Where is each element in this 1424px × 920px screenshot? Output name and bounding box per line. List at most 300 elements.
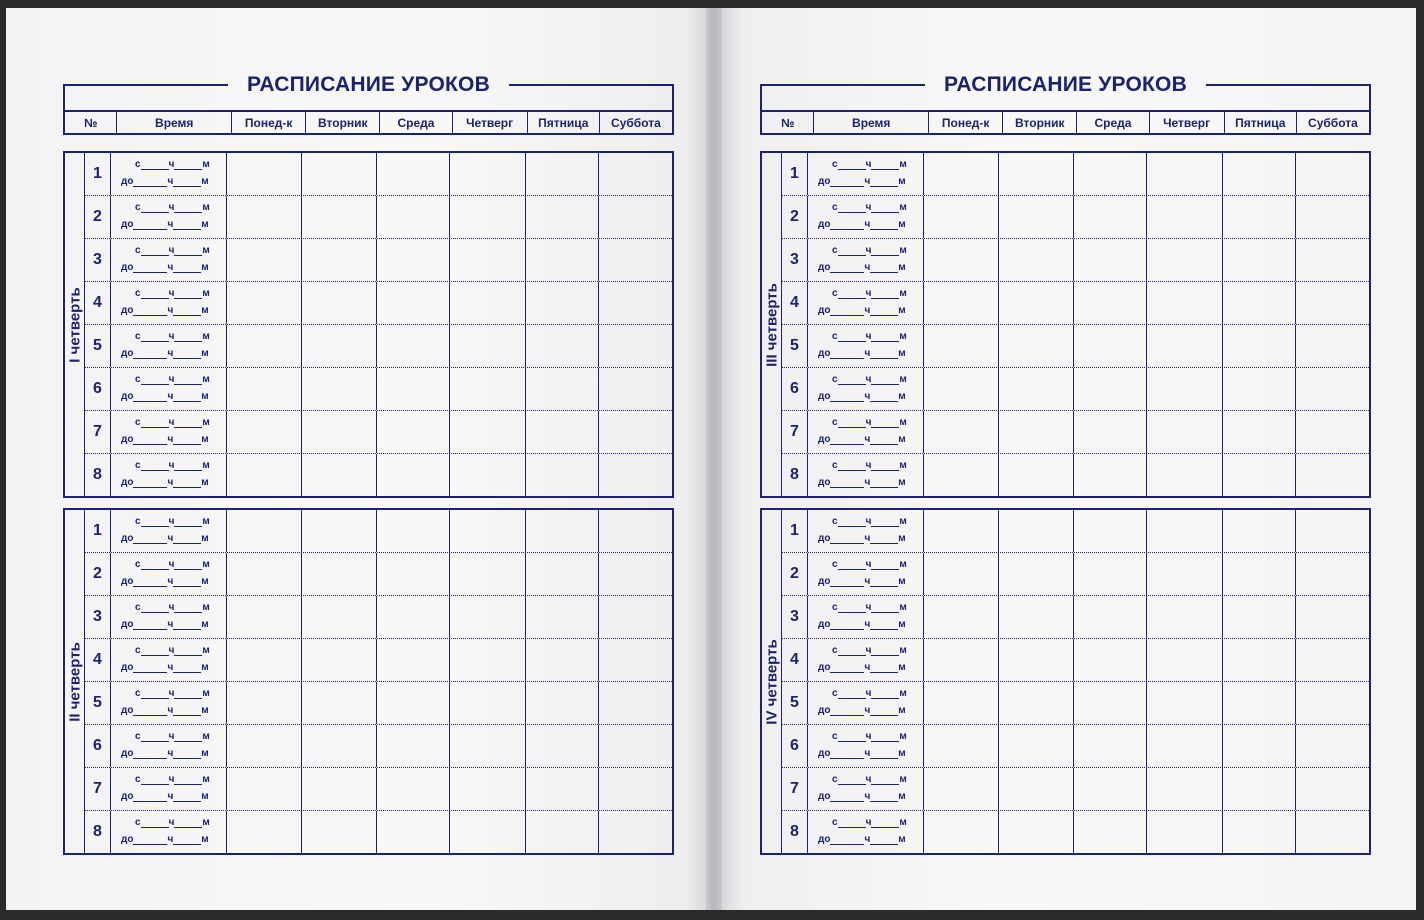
lesson-cell-tuesday[interactable] xyxy=(999,725,1074,767)
lesson-cell-friday[interactable] xyxy=(1223,639,1296,681)
lesson-cell-monday[interactable] xyxy=(924,725,999,767)
lesson-cell-friday[interactable] xyxy=(1223,510,1296,552)
lesson-cell-saturday[interactable] xyxy=(599,153,672,195)
minute-blank[interactable] xyxy=(173,620,201,630)
lesson-cell-friday[interactable] xyxy=(1223,411,1296,453)
lesson-cell-saturday[interactable] xyxy=(599,811,672,853)
time-field[interactable] xyxy=(808,196,924,238)
lesson-cell-wednesday[interactable] xyxy=(1074,725,1147,767)
hour-blank[interactable] xyxy=(133,306,167,316)
hour-blank[interactable] xyxy=(830,577,864,587)
hour-blank[interactable] xyxy=(830,392,864,402)
minute-blank[interactable] xyxy=(871,560,899,570)
lesson-cell-thursday[interactable] xyxy=(450,239,526,281)
hour-blank[interactable] xyxy=(830,534,864,544)
lesson-cell-saturday[interactable] xyxy=(1296,196,1369,238)
lesson-cell-monday[interactable] xyxy=(924,196,999,238)
lesson-cell-tuesday[interactable] xyxy=(999,153,1074,195)
lesson-cell-saturday[interactable] xyxy=(1296,596,1369,638)
lesson-cell-friday[interactable] xyxy=(526,325,599,367)
lesson-cell-thursday[interactable] xyxy=(1147,368,1223,410)
lesson-cell-monday[interactable] xyxy=(924,368,999,410)
hour-blank[interactable] xyxy=(133,478,167,488)
time-field[interactable] xyxy=(111,368,227,410)
minute-blank[interactable] xyxy=(871,332,899,342)
lesson-cell-wednesday[interactable] xyxy=(377,239,450,281)
lesson-cell-tuesday[interactable] xyxy=(302,454,377,496)
hour-blank[interactable] xyxy=(141,689,169,699)
lesson-cell-tuesday[interactable] xyxy=(999,282,1074,324)
lesson-cell-tuesday[interactable] xyxy=(999,325,1074,367)
lesson-cell-tuesday[interactable] xyxy=(302,411,377,453)
lesson-cell-tuesday[interactable] xyxy=(999,639,1074,681)
lesson-cell-tuesday[interactable] xyxy=(302,325,377,367)
minute-blank[interactable] xyxy=(871,775,899,785)
lesson-cell-tuesday[interactable] xyxy=(302,639,377,681)
hour-blank[interactable] xyxy=(141,246,169,256)
lesson-cell-thursday[interactable] xyxy=(1147,811,1223,853)
minute-blank[interactable] xyxy=(173,263,201,273)
hour-blank[interactable] xyxy=(133,220,167,230)
lesson-cell-tuesday[interactable] xyxy=(999,368,1074,410)
minute-blank[interactable] xyxy=(173,706,201,716)
lesson-cell-thursday[interactable] xyxy=(1147,454,1223,496)
minute-blank[interactable] xyxy=(870,835,898,845)
time-field[interactable] xyxy=(808,768,924,810)
lesson-cell-friday[interactable] xyxy=(1223,368,1296,410)
minute-blank[interactable] xyxy=(870,534,898,544)
hour-blank[interactable] xyxy=(133,792,167,802)
lesson-cell-wednesday[interactable] xyxy=(1074,239,1147,281)
hour-blank[interactable] xyxy=(133,620,167,630)
lesson-cell-saturday[interactable] xyxy=(1296,325,1369,367)
lesson-cell-thursday[interactable] xyxy=(450,282,526,324)
lesson-cell-saturday[interactable] xyxy=(599,553,672,595)
lesson-cell-tuesday[interactable] xyxy=(999,510,1074,552)
lesson-cell-monday[interactable] xyxy=(227,282,302,324)
hour-blank[interactable] xyxy=(141,646,169,656)
lesson-cell-monday[interactable] xyxy=(924,411,999,453)
lesson-cell-monday[interactable] xyxy=(924,553,999,595)
minute-blank[interactable] xyxy=(871,203,899,213)
minute-blank[interactable] xyxy=(871,818,899,828)
lesson-cell-wednesday[interactable] xyxy=(1074,153,1147,195)
minute-blank[interactable] xyxy=(870,792,898,802)
hour-blank[interactable] xyxy=(838,517,866,527)
hour-blank[interactable] xyxy=(141,775,169,785)
minute-blank[interactable] xyxy=(173,392,201,402)
hour-blank[interactable] xyxy=(830,177,864,187)
lesson-cell-friday[interactable] xyxy=(526,682,599,724)
lesson-cell-thursday[interactable] xyxy=(450,196,526,238)
hour-blank[interactable] xyxy=(133,534,167,544)
minute-blank[interactable] xyxy=(174,160,202,170)
hour-blank[interactable] xyxy=(830,306,864,316)
minute-blank[interactable] xyxy=(174,646,202,656)
minute-blank[interactable] xyxy=(870,263,898,273)
time-field[interactable] xyxy=(111,282,227,324)
lesson-cell-friday[interactable] xyxy=(526,196,599,238)
lesson-cell-thursday[interactable] xyxy=(450,811,526,853)
lesson-cell-wednesday[interactable] xyxy=(377,639,450,681)
lesson-cell-thursday[interactable] xyxy=(1147,411,1223,453)
minute-blank[interactable] xyxy=(871,375,899,385)
lesson-cell-tuesday[interactable] xyxy=(302,596,377,638)
lesson-cell-tuesday[interactable] xyxy=(302,196,377,238)
lesson-cell-saturday[interactable] xyxy=(1296,768,1369,810)
hour-blank[interactable] xyxy=(830,663,864,673)
minute-blank[interactable] xyxy=(871,603,899,613)
lesson-cell-saturday[interactable] xyxy=(1296,153,1369,195)
lesson-cell-friday[interactable] xyxy=(526,454,599,496)
time-field[interactable] xyxy=(111,639,227,681)
lesson-cell-wednesday[interactable] xyxy=(377,682,450,724)
minute-blank[interactable] xyxy=(870,706,898,716)
time-field[interactable] xyxy=(808,454,924,496)
lesson-cell-saturday[interactable] xyxy=(599,196,672,238)
lesson-cell-saturday[interactable] xyxy=(1296,239,1369,281)
lesson-cell-friday[interactable] xyxy=(526,768,599,810)
minute-blank[interactable] xyxy=(173,792,201,802)
lesson-cell-thursday[interactable] xyxy=(450,768,526,810)
minute-blank[interactable] xyxy=(870,435,898,445)
hour-blank[interactable] xyxy=(141,818,169,828)
lesson-cell-friday[interactable] xyxy=(526,239,599,281)
time-field[interactable] xyxy=(808,368,924,410)
lesson-cell-saturday[interactable] xyxy=(599,510,672,552)
lesson-cell-wednesday[interactable] xyxy=(1074,553,1147,595)
time-field[interactable] xyxy=(808,239,924,281)
lesson-cell-wednesday[interactable] xyxy=(1074,682,1147,724)
lesson-cell-saturday[interactable] xyxy=(1296,553,1369,595)
lesson-cell-wednesday[interactable] xyxy=(1074,510,1147,552)
lesson-cell-friday[interactable] xyxy=(526,282,599,324)
hour-blank[interactable] xyxy=(838,646,866,656)
lesson-cell-thursday[interactable] xyxy=(1147,510,1223,552)
time-field[interactable] xyxy=(808,510,924,552)
hour-blank[interactable] xyxy=(133,663,167,673)
hour-blank[interactable] xyxy=(838,160,866,170)
lesson-cell-thursday[interactable] xyxy=(450,682,526,724)
lesson-cell-saturday[interactable] xyxy=(1296,682,1369,724)
lesson-cell-saturday[interactable] xyxy=(599,282,672,324)
lesson-cell-saturday[interactable] xyxy=(1296,368,1369,410)
hour-blank[interactable] xyxy=(830,835,864,845)
lesson-cell-monday[interactable] xyxy=(924,325,999,367)
lesson-cell-monday[interactable] xyxy=(227,553,302,595)
lesson-cell-tuesday[interactable] xyxy=(302,153,377,195)
lesson-cell-thursday[interactable] xyxy=(1147,639,1223,681)
hour-blank[interactable] xyxy=(830,792,864,802)
lesson-cell-friday[interactable] xyxy=(1223,282,1296,324)
minute-blank[interactable] xyxy=(871,289,899,299)
lesson-cell-wednesday[interactable] xyxy=(377,596,450,638)
lesson-cell-monday[interactable] xyxy=(227,454,302,496)
time-field[interactable] xyxy=(808,325,924,367)
lesson-cell-tuesday[interactable] xyxy=(999,811,1074,853)
minute-blank[interactable] xyxy=(174,461,202,471)
time-field[interactable] xyxy=(111,239,227,281)
lesson-cell-saturday[interactable] xyxy=(1296,725,1369,767)
hour-blank[interactable] xyxy=(133,263,167,273)
lesson-cell-wednesday[interactable] xyxy=(1074,196,1147,238)
minute-blank[interactable] xyxy=(870,620,898,630)
lesson-cell-friday[interactable] xyxy=(526,411,599,453)
lesson-cell-monday[interactable] xyxy=(924,596,999,638)
lesson-cell-saturday[interactable] xyxy=(1296,510,1369,552)
time-field[interactable] xyxy=(808,282,924,324)
lesson-cell-saturday[interactable] xyxy=(599,725,672,767)
hour-blank[interactable] xyxy=(830,220,864,230)
minute-blank[interactable] xyxy=(174,560,202,570)
time-field[interactable] xyxy=(111,725,227,767)
lesson-cell-thursday[interactable] xyxy=(1147,553,1223,595)
time-field[interactable] xyxy=(111,454,227,496)
lesson-cell-thursday[interactable] xyxy=(450,639,526,681)
minute-blank[interactable] xyxy=(870,478,898,488)
time-field[interactable] xyxy=(111,153,227,195)
lesson-cell-monday[interactable] xyxy=(924,282,999,324)
time-field[interactable] xyxy=(808,553,924,595)
minute-blank[interactable] xyxy=(870,306,898,316)
time-field[interactable] xyxy=(111,811,227,853)
lesson-cell-tuesday[interactable] xyxy=(999,553,1074,595)
lesson-cell-tuesday[interactable] xyxy=(302,239,377,281)
lesson-cell-wednesday[interactable] xyxy=(377,454,450,496)
time-field[interactable] xyxy=(111,553,227,595)
lesson-cell-monday[interactable] xyxy=(924,639,999,681)
lesson-cell-wednesday[interactable] xyxy=(377,153,450,195)
lesson-cell-thursday[interactable] xyxy=(450,510,526,552)
minute-blank[interactable] xyxy=(871,732,899,742)
minute-blank[interactable] xyxy=(173,749,201,759)
minute-blank[interactable] xyxy=(174,246,202,256)
lesson-cell-friday[interactable] xyxy=(526,553,599,595)
lesson-cell-wednesday[interactable] xyxy=(377,811,450,853)
lesson-cell-wednesday[interactable] xyxy=(377,768,450,810)
lesson-cell-thursday[interactable] xyxy=(1147,153,1223,195)
lesson-cell-wednesday[interactable] xyxy=(1074,454,1147,496)
lesson-cell-thursday[interactable] xyxy=(450,553,526,595)
lesson-cell-wednesday[interactable] xyxy=(377,725,450,767)
lesson-cell-friday[interactable] xyxy=(526,596,599,638)
lesson-cell-tuesday[interactable] xyxy=(999,411,1074,453)
hour-blank[interactable] xyxy=(133,835,167,845)
lesson-cell-wednesday[interactable] xyxy=(1074,596,1147,638)
lesson-cell-friday[interactable] xyxy=(1223,325,1296,367)
lesson-cell-saturday[interactable] xyxy=(599,596,672,638)
lesson-cell-monday[interactable] xyxy=(924,454,999,496)
minute-blank[interactable] xyxy=(871,461,899,471)
lesson-cell-tuesday[interactable] xyxy=(302,811,377,853)
hour-blank[interactable] xyxy=(830,263,864,273)
hour-blank[interactable] xyxy=(141,289,169,299)
lesson-cell-saturday[interactable] xyxy=(1296,411,1369,453)
minute-blank[interactable] xyxy=(870,577,898,587)
lesson-cell-tuesday[interactable] xyxy=(999,239,1074,281)
time-field[interactable] xyxy=(111,196,227,238)
lesson-cell-monday[interactable] xyxy=(227,811,302,853)
lesson-cell-thursday[interactable] xyxy=(450,411,526,453)
hour-blank[interactable] xyxy=(141,332,169,342)
minute-blank[interactable] xyxy=(871,246,899,256)
hour-blank[interactable] xyxy=(141,603,169,613)
lesson-cell-friday[interactable] xyxy=(526,639,599,681)
time-field[interactable] xyxy=(808,153,924,195)
lesson-cell-monday[interactable] xyxy=(924,811,999,853)
lesson-cell-wednesday[interactable] xyxy=(1074,768,1147,810)
hour-blank[interactable] xyxy=(141,375,169,385)
minute-blank[interactable] xyxy=(174,732,202,742)
minute-blank[interactable] xyxy=(173,177,201,187)
hour-blank[interactable] xyxy=(838,418,866,428)
minute-blank[interactable] xyxy=(173,577,201,587)
lesson-cell-friday[interactable] xyxy=(1223,153,1296,195)
lesson-cell-thursday[interactable] xyxy=(1147,768,1223,810)
lesson-cell-wednesday[interactable] xyxy=(377,510,450,552)
lesson-cell-tuesday[interactable] xyxy=(999,682,1074,724)
hour-blank[interactable] xyxy=(838,732,866,742)
minute-blank[interactable] xyxy=(870,749,898,759)
hour-blank[interactable] xyxy=(141,560,169,570)
lesson-cell-thursday[interactable] xyxy=(450,153,526,195)
lesson-cell-friday[interactable] xyxy=(526,368,599,410)
lesson-cell-thursday[interactable] xyxy=(1147,725,1223,767)
minute-blank[interactable] xyxy=(174,375,202,385)
lesson-cell-monday[interactable] xyxy=(227,196,302,238)
minute-blank[interactable] xyxy=(174,775,202,785)
hour-blank[interactable] xyxy=(141,418,169,428)
hour-blank[interactable] xyxy=(141,732,169,742)
lesson-cell-tuesday[interactable] xyxy=(999,768,1074,810)
minute-blank[interactable] xyxy=(173,435,201,445)
lesson-cell-friday[interactable] xyxy=(526,725,599,767)
hour-blank[interactable] xyxy=(838,203,866,213)
time-field[interactable] xyxy=(808,596,924,638)
lesson-cell-saturday[interactable] xyxy=(599,639,672,681)
lesson-cell-tuesday[interactable] xyxy=(302,768,377,810)
minute-blank[interactable] xyxy=(174,203,202,213)
lesson-cell-monday[interactable] xyxy=(227,768,302,810)
time-field[interactable] xyxy=(111,596,227,638)
lesson-cell-tuesday[interactable] xyxy=(999,196,1074,238)
lesson-cell-saturday[interactable] xyxy=(1296,639,1369,681)
minute-blank[interactable] xyxy=(174,418,202,428)
lesson-cell-thursday[interactable] xyxy=(450,325,526,367)
lesson-cell-monday[interactable] xyxy=(227,682,302,724)
time-field[interactable] xyxy=(808,682,924,724)
lesson-cell-wednesday[interactable] xyxy=(1074,639,1147,681)
minute-blank[interactable] xyxy=(870,349,898,359)
hour-blank[interactable] xyxy=(838,775,866,785)
lesson-cell-friday[interactable] xyxy=(1223,196,1296,238)
lesson-cell-thursday[interactable] xyxy=(450,454,526,496)
minute-blank[interactable] xyxy=(871,689,899,699)
lesson-cell-thursday[interactable] xyxy=(450,368,526,410)
lesson-cell-saturday[interactable] xyxy=(599,768,672,810)
lesson-cell-wednesday[interactable] xyxy=(1074,368,1147,410)
hour-blank[interactable] xyxy=(133,392,167,402)
lesson-cell-tuesday[interactable] xyxy=(302,510,377,552)
lesson-cell-tuesday[interactable] xyxy=(302,368,377,410)
hour-blank[interactable] xyxy=(141,203,169,213)
minute-blank[interactable] xyxy=(870,663,898,673)
lesson-cell-wednesday[interactable] xyxy=(1074,282,1147,324)
lesson-cell-friday[interactable] xyxy=(1223,553,1296,595)
lesson-cell-monday[interactable] xyxy=(924,682,999,724)
lesson-cell-friday[interactable] xyxy=(526,811,599,853)
lesson-cell-monday[interactable] xyxy=(924,153,999,195)
lesson-cell-monday[interactable] xyxy=(227,239,302,281)
lesson-cell-friday[interactable] xyxy=(1223,811,1296,853)
lesson-cell-thursday[interactable] xyxy=(450,725,526,767)
lesson-cell-monday[interactable] xyxy=(227,725,302,767)
time-field[interactable] xyxy=(111,682,227,724)
lesson-cell-friday[interactable] xyxy=(1223,768,1296,810)
hour-blank[interactable] xyxy=(830,478,864,488)
lesson-cell-friday[interactable] xyxy=(1223,454,1296,496)
lesson-cell-thursday[interactable] xyxy=(450,596,526,638)
lesson-cell-wednesday[interactable] xyxy=(1074,811,1147,853)
lesson-cell-thursday[interactable] xyxy=(1147,325,1223,367)
time-field[interactable] xyxy=(808,639,924,681)
lesson-cell-wednesday[interactable] xyxy=(1074,411,1147,453)
minute-blank[interactable] xyxy=(174,818,202,828)
time-field[interactable] xyxy=(111,325,227,367)
lesson-cell-wednesday[interactable] xyxy=(377,196,450,238)
lesson-cell-saturday[interactable] xyxy=(1296,454,1369,496)
lesson-cell-saturday[interactable] xyxy=(599,411,672,453)
hour-blank[interactable] xyxy=(830,435,864,445)
lesson-cell-thursday[interactable] xyxy=(1147,596,1223,638)
lesson-cell-thursday[interactable] xyxy=(1147,682,1223,724)
hour-blank[interactable] xyxy=(838,560,866,570)
lesson-cell-saturday[interactable] xyxy=(1296,282,1369,324)
minute-blank[interactable] xyxy=(174,517,202,527)
minute-blank[interactable] xyxy=(173,835,201,845)
lesson-cell-wednesday[interactable] xyxy=(377,411,450,453)
lesson-cell-tuesday[interactable] xyxy=(302,553,377,595)
minute-blank[interactable] xyxy=(173,220,201,230)
hour-blank[interactable] xyxy=(830,349,864,359)
time-field[interactable] xyxy=(111,510,227,552)
lesson-cell-monday[interactable] xyxy=(227,411,302,453)
lesson-cell-friday[interactable] xyxy=(1223,596,1296,638)
lesson-cell-monday[interactable] xyxy=(227,153,302,195)
minute-blank[interactable] xyxy=(174,332,202,342)
lesson-cell-friday[interactable] xyxy=(1223,239,1296,281)
hour-blank[interactable] xyxy=(838,289,866,299)
lesson-cell-monday[interactable] xyxy=(227,368,302,410)
lesson-cell-tuesday[interactable] xyxy=(302,682,377,724)
lesson-cell-wednesday[interactable] xyxy=(377,553,450,595)
lesson-cell-tuesday[interactable] xyxy=(302,282,377,324)
minute-blank[interactable] xyxy=(870,220,898,230)
lesson-cell-friday[interactable] xyxy=(526,153,599,195)
lesson-cell-friday[interactable] xyxy=(526,510,599,552)
lesson-cell-monday[interactable] xyxy=(924,768,999,810)
lesson-cell-thursday[interactable] xyxy=(1147,196,1223,238)
hour-blank[interactable] xyxy=(133,349,167,359)
time-field[interactable] xyxy=(111,411,227,453)
lesson-cell-wednesday[interactable] xyxy=(377,282,450,324)
minute-blank[interactable] xyxy=(871,646,899,656)
lesson-cell-monday[interactable] xyxy=(924,510,999,552)
minute-blank[interactable] xyxy=(173,306,201,316)
hour-blank[interactable] xyxy=(838,689,866,699)
minute-blank[interactable] xyxy=(871,160,899,170)
lesson-cell-saturday[interactable] xyxy=(599,682,672,724)
